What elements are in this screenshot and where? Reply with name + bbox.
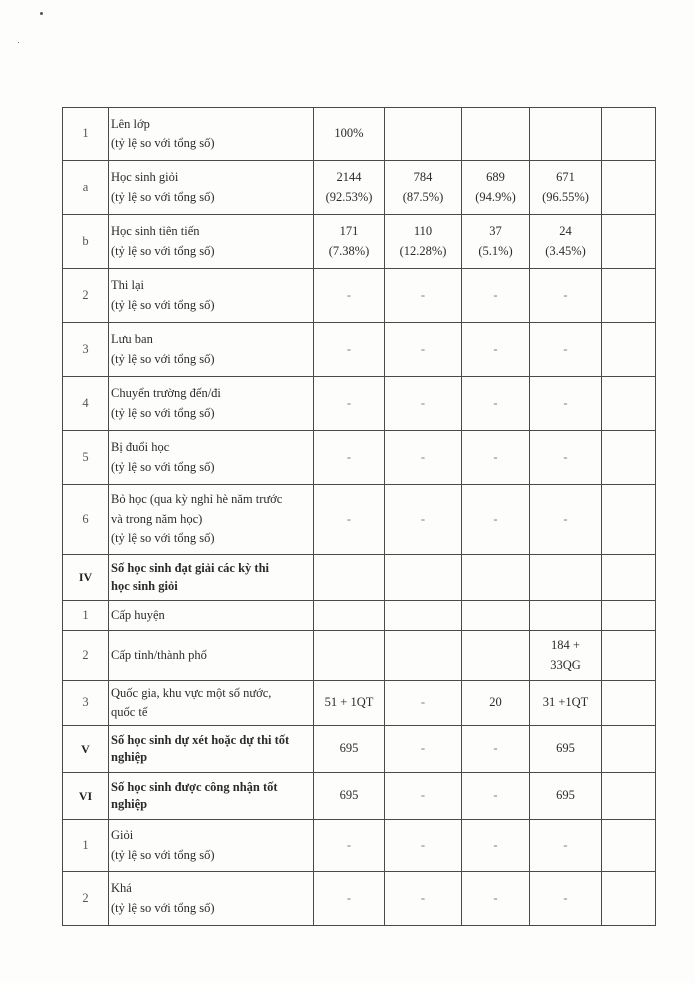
value-cell	[314, 269, 385, 323]
value-cell	[530, 601, 602, 631]
value-cell	[462, 431, 530, 485]
table-row	[63, 726, 656, 773]
row-label-line: (tỷ lệ so với tổng số)	[111, 243, 215, 258]
row-label	[109, 555, 314, 601]
value-line: -	[346, 395, 352, 410]
value-cell	[602, 215, 656, 269]
row-index: 3	[63, 681, 109, 726]
value-cell	[385, 323, 462, 377]
value-line: -	[493, 890, 498, 905]
value-line: -	[493, 788, 498, 803]
row-label-line: (tỷ lệ so với tổng số)	[111, 189, 215, 204]
row-label	[109, 872, 314, 926]
value-line: (7.38%)	[328, 243, 370, 258]
value-line: -	[420, 511, 426, 526]
row-index: 5	[63, 431, 109, 485]
value-cell	[530, 726, 602, 773]
row-index: 6	[63, 485, 109, 555]
row-label-line: Quốc gia, khu vực một số nước,	[111, 685, 272, 700]
value-cell	[385, 773, 462, 820]
row-index: V	[63, 726, 109, 773]
table-row	[63, 601, 656, 631]
table-row	[63, 820, 656, 872]
value-cell	[530, 820, 602, 872]
value-cell	[602, 820, 656, 872]
value-cell	[314, 631, 385, 681]
value-cell	[385, 820, 462, 872]
scan-speck	[18, 42, 19, 43]
value-line: -	[420, 890, 426, 905]
row-label-line: Cấp tỉnh/thành phố	[111, 647, 207, 662]
row-label	[109, 161, 314, 215]
value-line: 695	[556, 788, 575, 803]
row-index: 1	[63, 601, 109, 631]
row-label-line: quốc tế	[111, 705, 148, 719]
value-cell	[530, 269, 602, 323]
value-line: 20	[489, 695, 502, 710]
table-row	[63, 773, 656, 820]
value-line: -	[346, 341, 352, 356]
row-index: 1	[63, 820, 109, 872]
table-row	[63, 377, 656, 431]
row-index: 1	[63, 108, 109, 161]
value-cell	[602, 108, 656, 161]
value-cell	[462, 726, 530, 773]
value-cell	[602, 681, 656, 726]
value-cell	[462, 773, 530, 820]
row-label-line: (tỷ lệ so với tổng số)	[111, 531, 215, 546]
value-line: -	[420, 788, 426, 803]
value-cell	[530, 773, 602, 820]
value-cell	[602, 323, 656, 377]
value-line: (96.55%)	[542, 189, 589, 204]
row-label	[109, 377, 314, 431]
value-cell	[314, 431, 385, 485]
value-cell	[462, 161, 530, 215]
table-row	[63, 323, 656, 377]
value-line: -	[563, 511, 568, 526]
value-line: -	[420, 741, 426, 756]
table-row	[63, 215, 656, 269]
row-label	[109, 601, 314, 631]
value-cell	[530, 108, 602, 161]
value-line: 171	[339, 224, 359, 239]
row-label	[109, 269, 314, 323]
value-cell	[602, 269, 656, 323]
row-index: b	[63, 215, 109, 269]
value-cell	[314, 323, 385, 377]
value-cell	[462, 631, 530, 681]
value-cell	[602, 555, 656, 601]
row-label-line: (tỷ lệ so với tổng số)	[111, 351, 215, 366]
value-line: 671	[556, 170, 575, 185]
value-cell	[462, 485, 530, 555]
value-line: -	[493, 511, 498, 526]
table-row	[63, 485, 656, 555]
row-index: 4	[63, 377, 109, 431]
value-cell	[385, 431, 462, 485]
table-row	[63, 269, 656, 323]
value-cell	[314, 601, 385, 631]
value-line: -	[563, 890, 568, 905]
value-cell	[314, 555, 385, 601]
value-line: 37	[489, 224, 502, 239]
value-cell	[385, 485, 462, 555]
value-cell	[314, 161, 385, 215]
row-label-line: học sinh giỏi	[111, 578, 178, 593]
table-row	[63, 681, 656, 726]
value-cell	[602, 601, 656, 631]
value-line: -	[493, 741, 498, 756]
value-cell	[530, 377, 602, 431]
value-cell	[314, 215, 385, 269]
value-cell	[385, 377, 462, 431]
value-cell	[314, 377, 385, 431]
value-cell	[530, 631, 602, 681]
value-cell	[602, 161, 656, 215]
row-index: a	[63, 161, 109, 215]
row-label	[109, 431, 314, 485]
row-label-line: Số học sinh được công nhận tốt	[111, 779, 278, 794]
value-cell	[385, 631, 462, 681]
value-cell	[385, 555, 462, 601]
row-label	[109, 631, 314, 681]
row-index: IV	[63, 555, 109, 601]
value-cell	[385, 269, 462, 323]
row-label-line: Thi lại	[111, 278, 144, 293]
row-label-line: Bỏ học (qua kỳ nghỉ hè năm trước	[111, 492, 283, 507]
row-label-line: Số học sinh đạt giải các kỳ thi	[111, 561, 270, 575]
row-label-line: Lên lớp	[111, 116, 150, 131]
value-cell	[462, 108, 530, 161]
value-line: -	[563, 449, 568, 464]
value-cell	[530, 161, 602, 215]
value-line: -	[346, 511, 352, 526]
value-line: -	[346, 287, 352, 302]
value-cell	[602, 872, 656, 926]
value-cell	[602, 726, 656, 773]
value-cell	[462, 377, 530, 431]
row-label	[109, 681, 314, 726]
table-row	[63, 431, 656, 485]
value-cell	[602, 431, 656, 485]
row-label	[109, 215, 314, 269]
table-row	[63, 161, 656, 215]
value-cell	[602, 631, 656, 681]
row-index: 2	[63, 269, 109, 323]
value-cell	[602, 377, 656, 431]
value-line: 33QG	[550, 657, 581, 672]
value-line: -	[346, 890, 352, 905]
row-label	[109, 485, 314, 555]
row-label	[109, 108, 314, 161]
row-label-line: (tỷ lệ so với tổng số)	[111, 405, 215, 420]
row-label	[109, 323, 314, 377]
row-label-line: (tỷ lệ so với tổng số)	[111, 297, 215, 312]
row-label	[109, 820, 314, 872]
row-label-line: Giỏi	[111, 828, 134, 843]
value-line: -	[493, 449, 498, 464]
row-label-line: Bị đuổi học	[111, 440, 170, 455]
value-line: 110	[413, 224, 433, 239]
row-label-line: nghiệp	[111, 750, 148, 764]
value-cell	[314, 820, 385, 872]
value-cell	[462, 872, 530, 926]
value-cell	[462, 681, 530, 726]
value-line: -	[563, 837, 568, 852]
value-line: 100%	[334, 126, 364, 141]
scan-speck	[40, 12, 43, 15]
table-row	[63, 555, 656, 601]
row-label-line: (tỷ lệ so với tổng số)	[111, 459, 215, 474]
value-cell	[462, 269, 530, 323]
value-line: 689	[486, 170, 505, 185]
value-line: -	[493, 287, 498, 302]
value-line: -	[346, 449, 352, 464]
row-label	[109, 773, 314, 820]
table-row	[63, 631, 656, 681]
row-index: 2	[63, 872, 109, 926]
value-cell	[530, 681, 602, 726]
value-cell	[530, 485, 602, 555]
value-cell	[385, 726, 462, 773]
value-cell	[385, 872, 462, 926]
value-cell	[385, 601, 462, 631]
value-cell	[462, 820, 530, 872]
value-line: 2144	[336, 170, 362, 185]
table-row	[63, 872, 656, 926]
row-label-line: Khá	[111, 881, 132, 896]
value-cell	[462, 601, 530, 631]
value-cell	[314, 872, 385, 926]
table-row	[63, 108, 656, 161]
value-line: (92.53%)	[325, 189, 373, 204]
value-line: -	[420, 287, 426, 302]
value-cell	[385, 108, 462, 161]
value-line: (12.28%)	[399, 243, 447, 258]
value-cell	[530, 431, 602, 485]
row-label	[109, 726, 314, 773]
value-cell	[385, 681, 462, 726]
value-cell	[462, 323, 530, 377]
statistics-table	[62, 107, 656, 926]
row-label-line: Cấp huyện	[111, 607, 165, 622]
value-line: -	[420, 341, 426, 356]
value-cell	[462, 555, 530, 601]
value-cell	[462, 215, 530, 269]
row-label-line: Chuyển trường đến/đi	[111, 386, 221, 401]
value-cell	[602, 773, 656, 820]
row-label-line: (tỷ lệ so với tổng số)	[111, 847, 215, 862]
row-label-line: và trong năm học)	[111, 511, 203, 526]
row-label-line: (tỷ lệ so với tổng số)	[111, 900, 215, 915]
row-label-line: Học sinh tiên tiến	[111, 224, 200, 239]
row-label-line: Số học sinh dự xét hoặc dự thi tốt	[111, 732, 290, 747]
value-line: (94.9%)	[475, 189, 516, 204]
row-index: 2	[63, 631, 109, 681]
value-cell	[530, 215, 602, 269]
value-line: -	[420, 695, 426, 710]
value-cell	[314, 681, 385, 726]
value-line: 695	[339, 788, 359, 803]
value-line: (3.45%)	[545, 243, 586, 258]
row-label-line: Lưu ban	[111, 332, 153, 347]
row-index: 3	[63, 323, 109, 377]
value-line: 784	[413, 170, 433, 185]
value-cell	[530, 555, 602, 601]
value-line: -	[420, 837, 426, 852]
row-index: VI	[63, 773, 109, 820]
value-line: -	[420, 395, 426, 410]
value-line: (5.1%)	[478, 243, 513, 258]
value-cell	[314, 108, 385, 161]
row-label-line: (tỷ lệ so với tổng số)	[111, 136, 215, 150]
row-label-line: Học sinh giỏi	[111, 170, 179, 185]
row-label-line: nghiệp	[111, 797, 148, 811]
value-cell	[530, 323, 602, 377]
value-line: -	[563, 287, 568, 302]
value-line: -	[563, 395, 568, 410]
value-line: -	[563, 341, 568, 356]
value-line: -	[493, 837, 498, 852]
value-cell	[602, 485, 656, 555]
value-cell	[314, 726, 385, 773]
value-line: 31 +1QT	[542, 695, 589, 710]
value-line: -	[420, 449, 426, 464]
value-line: 24	[559, 224, 572, 239]
value-cell	[385, 215, 462, 269]
value-line: 184 +	[551, 638, 580, 653]
value-line: 695	[556, 741, 575, 756]
value-line: (87.5%)	[402, 189, 444, 204]
value-line: 51 + 1QT	[324, 695, 374, 710]
value-cell	[385, 161, 462, 215]
value-cell	[314, 485, 385, 555]
value-cell	[530, 872, 602, 926]
value-line: -	[493, 395, 498, 410]
value-line: 695	[339, 741, 359, 756]
value-cell	[314, 773, 385, 820]
value-line: -	[493, 341, 498, 356]
value-line: -	[346, 837, 352, 852]
